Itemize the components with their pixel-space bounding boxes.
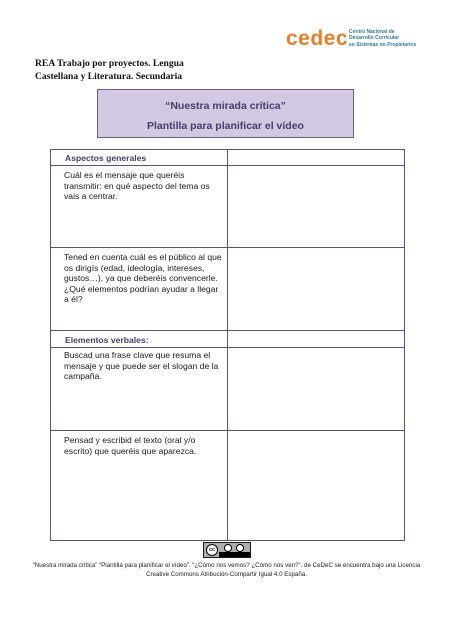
template-title: “Nuestra mirada crítica” (165, 100, 286, 112)
cc-symbol: cc (206, 544, 218, 556)
prompt-audience: Tened en cuenta cuál es el público al que os dirigís (edad, ideología, intereses, gustos…), ya que deberéis convencerle. ¿Qué elementos podrían ayudar a llegar a él? (64, 252, 222, 305)
cc-by-sa-icon (203, 542, 251, 558)
heading-line: REA Trabajo por proyectos. Lengua (35, 58, 184, 69)
section-label-verbal: Elementos verbales: (65, 335, 149, 345)
logo-subtitle-line: en Sistemas no Propietarios (349, 41, 417, 48)
title-box (97, 89, 354, 138)
logo-subtitle-line: Desarrollo Curricular (349, 35, 400, 42)
section-header-row (51, 150, 404, 166)
license-footer (20, 561, 433, 579)
document-heading (35, 57, 295, 83)
share-alike-icon (236, 544, 244, 552)
logo-wordmark: cedec (286, 27, 349, 50)
prompt-script: Pensad y escribid el texto (oral y/o escrito) que queréis que aparezca. (64, 435, 197, 456)
prompt-slogan: Buscad una frase clave que resuma el mensaje y que puede ser el slogan de la campaña. (64, 350, 219, 382)
logo-subtitle-line: Centro Nacional de (349, 29, 395, 35)
attribution-icon (224, 544, 232, 552)
footer-line: “Nuestra mirada crítica” “Plantilla para planificar el vídeo”. “¿Cómo nos vemos? ¿Cómo nos ven?”. de CeDeC se encuentra bajo una Licencia (32, 562, 421, 569)
logo-subtitle (349, 29, 439, 48)
table-row (51, 348, 404, 430)
section-header-row (51, 331, 404, 347)
table-row (51, 431, 404, 539)
heading-line: Castellana y Literatura. Secundaria (35, 71, 183, 82)
template-subtitle: Plantilla para planificar el vídeo (147, 120, 304, 132)
footer-line: Creative Commons Atribución-Compartir Igual 4.0 España. (146, 571, 307, 578)
section-label-general: Aspectos generales (65, 153, 147, 163)
table-row (51, 166, 404, 248)
badge-strip (219, 552, 250, 557)
planning-table (50, 149, 405, 541)
table-row (51, 248, 404, 330)
prompt-message: Cuál es el mensaje que queréis transmitir: en qué aspecto del tema os vais a centrar. (64, 170, 210, 202)
cedec-logo (286, 28, 436, 50)
